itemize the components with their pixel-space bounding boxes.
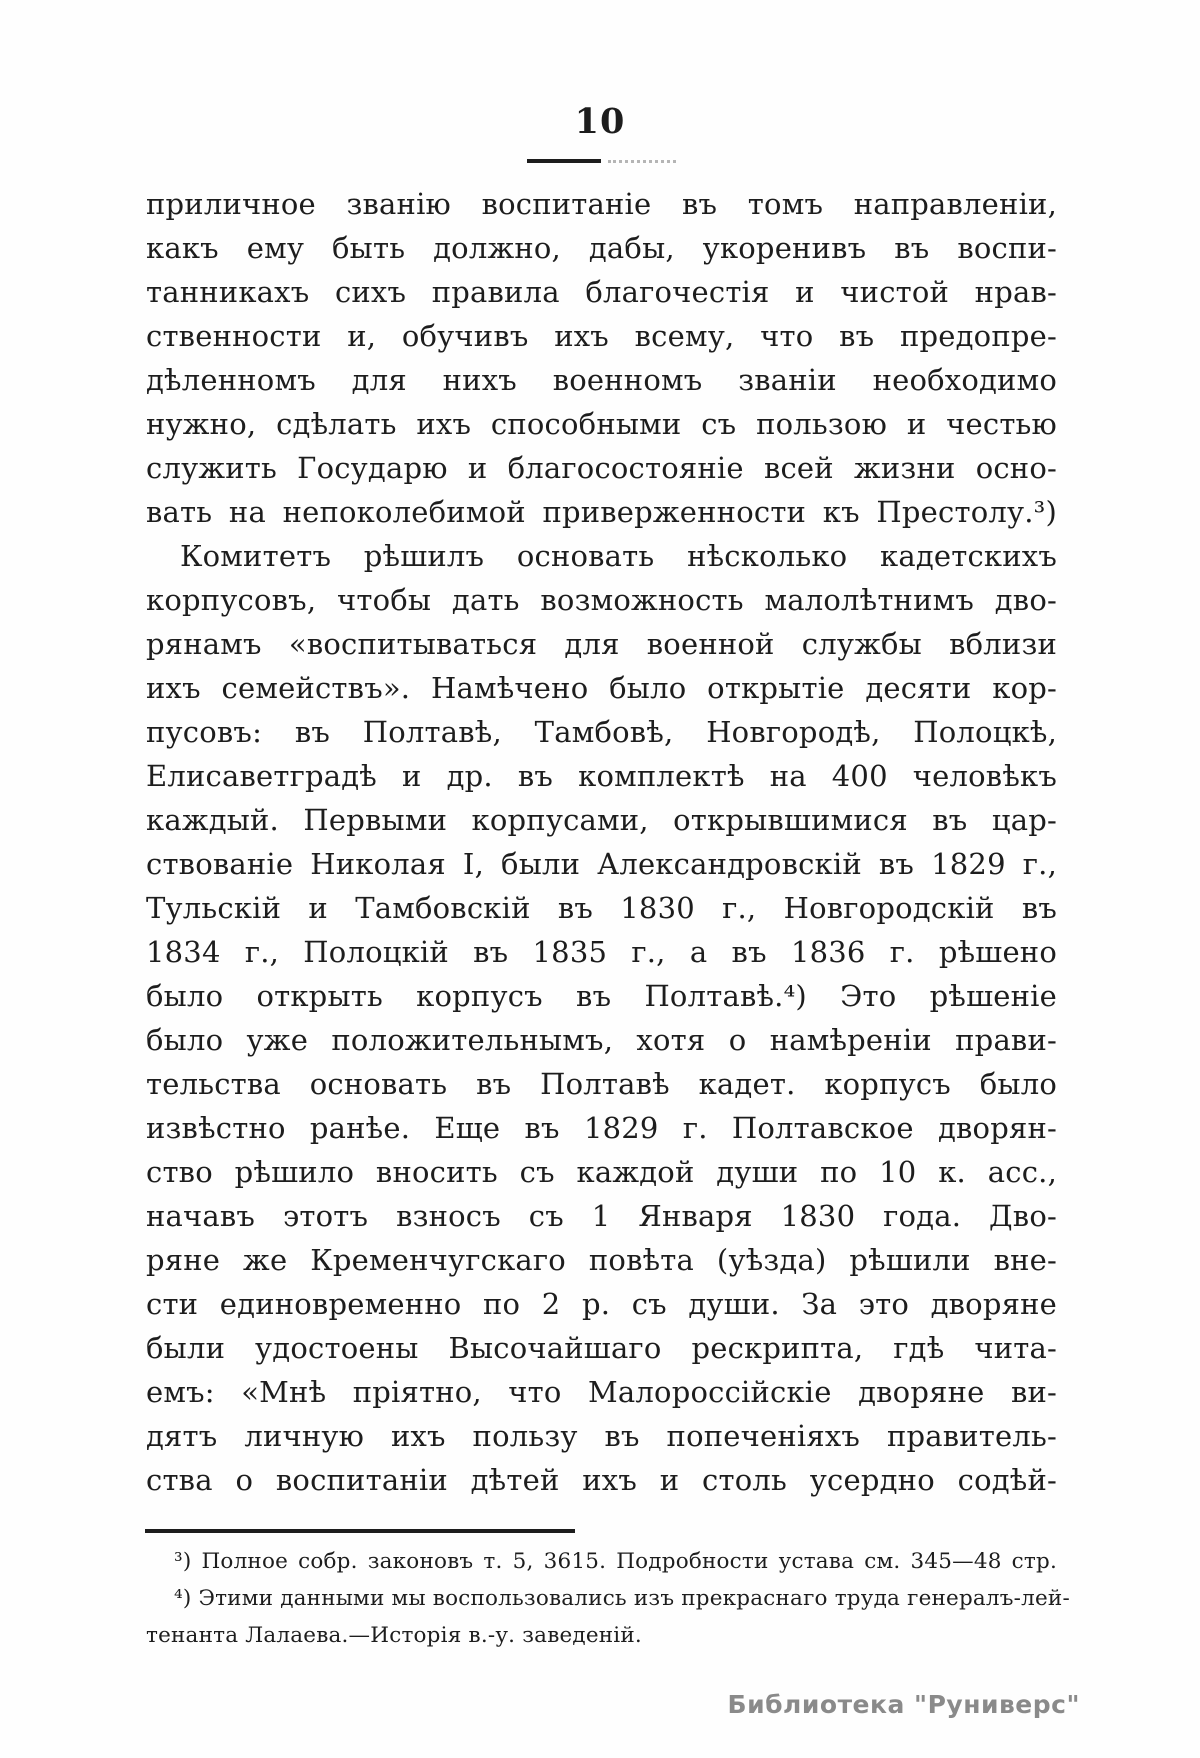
footnote-4-line-2: тенанта Лалаева.—Исторія в.-у. заведеній.	[146, 1623, 642, 1648]
text-line: ства о воспитаніи дѣтей ихъ и столь усердно содѣй-	[146, 1463, 1057, 1497]
text-line: Тульскій и Тамбовскій въ 1830 г., Новгородскій въ	[146, 891, 1057, 925]
text-line: извѣстно ранѣе. Еще въ 1829 г. Полтавское дворян-	[146, 1111, 1057, 1145]
text-line: сти единовременно по 2 р. съ души. За это дворяне	[146, 1287, 1057, 1321]
page-number: 10	[574, 101, 626, 142]
text-line: каждый. Первыми корпусами, открывшимися въ цар-	[146, 803, 1057, 837]
footnote-4-line-1: ⁴) Этими данными мы воспользовались изъ прекраснаго труда генералъ-лей-	[174, 1586, 1070, 1611]
text-line: Елисаветградѣ и др. въ комплектѣ на 400 человѣкъ	[146, 759, 1057, 793]
text-line: ство рѣшило вносить съ каждой души по 10 к. асс.,	[146, 1155, 1057, 1189]
text-line: емъ: «Мнѣ пріятно, что Малороссійскіе дворяне ви-	[146, 1375, 1057, 1409]
text-line: рянамъ «воспитываться для военной службы вблизи	[146, 627, 1057, 661]
text-line: корпусовъ, чтобы дать возможность малолѣтнимъ дво-	[146, 583, 1057, 617]
text-line: приличное званію воспитаніе въ томъ направленіи,	[146, 187, 1057, 221]
text-line: дятъ личную ихъ пользу въ попеченіяхъ правитель-	[146, 1419, 1057, 1453]
text-line: тельства основать въ Полтавѣ кадет. корпусъ было	[146, 1067, 1057, 1101]
text-line: 1834 г., Полоцкій въ 1835 г., а въ 1836 г. рѣшено	[146, 935, 1057, 969]
page-number-rule	[527, 159, 601, 163]
body-text	[146, 182, 1057, 1502]
footnote-divider	[145, 1529, 575, 1533]
text-line: пусовъ: въ Полтавѣ, Тамбовѣ, Новгородѣ, Полоцкѣ,	[146, 715, 1057, 749]
paragraph-1	[146, 182, 1057, 534]
text-line: ственности и, обучивъ ихъ всему, что въ предопре-	[146, 319, 1057, 353]
text-line: танникахъ сихъ правила благочестія и чистой нрав-	[146, 275, 1057, 309]
text-line: какъ ему быть должно, дабы, укоренивъ въ воспи-	[146, 231, 1057, 265]
text-line: служить Государю и благосостояніе всей жизни осно-	[146, 451, 1057, 485]
text-line: Комитетъ рѣшилъ основать нѣсколько кадетскихъ	[180, 539, 1057, 573]
text-line: дѣленномъ для нихъ военномъ званіи необходимо	[146, 363, 1057, 397]
paragraph-2	[146, 534, 1057, 1502]
text-line: начавъ этотъ взносъ съ 1 Января 1830 года. Дво-	[146, 1199, 1057, 1233]
text-line: ствованіе Николая I, были Александровскій въ 1829 г.,	[146, 847, 1057, 881]
text-line: ряне же Кременчугскаго повѣта (уѣзда) рѣшили вне-	[146, 1243, 1057, 1277]
text-line: вать на непоколебимой приверженности къ Престолу.³)	[146, 495, 1057, 529]
footnote-3: ³) Полное собр. законовъ т. 5, 3615. Подробности устава см. 345—48 стр.	[174, 1549, 1057, 1574]
text-line: были удостоены Высочайшаго рескрипта, гдѣ чита-	[146, 1331, 1057, 1365]
text-line: было уже положительнымъ, хотя о намѣреніи прави-	[146, 1023, 1057, 1057]
library-watermark: Библиотека "Руниверс"	[727, 1690, 1080, 1719]
text-line: было открыть корпусъ въ Полтавѣ.⁴) Это рѣшеніе	[146, 979, 1057, 1013]
text-line: нужно, сдѣлать ихъ способными съ пользою и честью	[146, 407, 1057, 441]
page-number-rule-smudge	[608, 160, 676, 163]
text-line: ихъ семействъ». Намѣчено было открытіе десяти кор-	[146, 671, 1057, 705]
footnotes	[146, 1543, 1070, 1654]
